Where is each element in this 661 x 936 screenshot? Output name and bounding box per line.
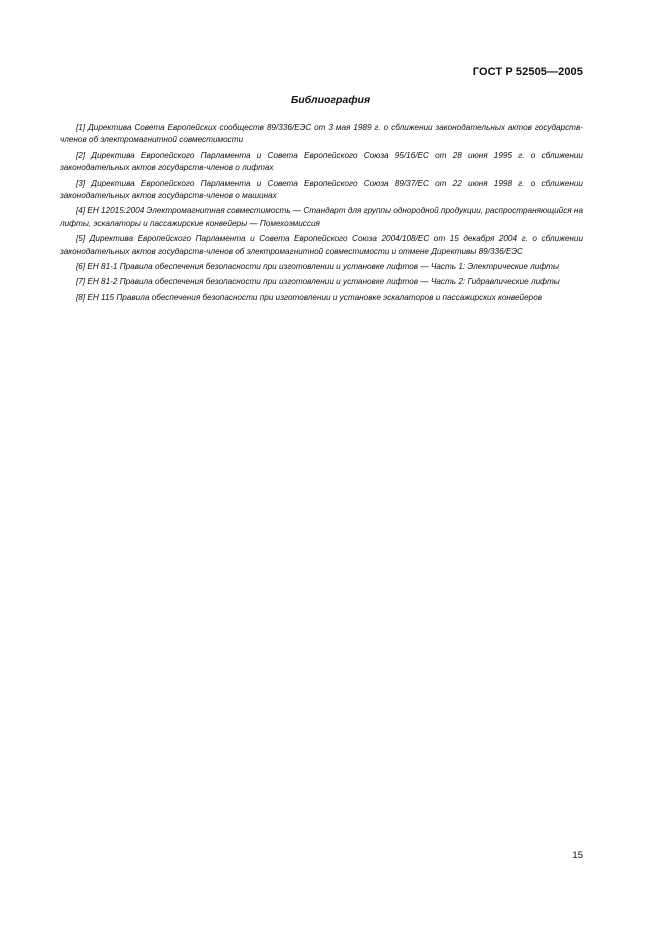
list-item: [4] ЕН 12015:2004 Электромагнитная совместимость — Стандарт для группы однородной продукции, распространяющийся на лифты, эскалаторы и пассажирские конвейеры — Помехоэмиссия: [60, 206, 583, 228]
page-number: 15: [572, 850, 583, 861]
list-item: [5] Директива Европейского Парламента и Совета Европейского Союза 2004/108/ЕС от 15 декабря 2004 г. о сближении законодательных актов государств-членов об электромагнитной совместимости и отмене Директивы 89/336/ЕЭС: [60, 234, 583, 256]
list-item: [3] Директива Европейского Парламента и Совета Европейского Союза 89/37/ЕС от 22 июня 1998 г. о сближении законодательных актов государств-членов о машинах: [60, 178, 583, 201]
list-item: [1] Директива Совета Европейских сообществ 89/336/ЕЭС от 3 мая 1989 г. о сближении законодательных актов государств-членов об электромагнитной совместимости: [60, 123, 583, 145]
list-item: [6] ЕН 81-1 Правила обеспечения безопасности при изготовлении и установке лифтов — Часть 1: Электрические лифты: [76, 262, 560, 272]
list-item: [7] ЕН 81-2 Правила обеспечения безопасности при изготовлении и установке лифтов — Часть 2: Гидравлические лифты: [76, 277, 560, 287]
page-title: Библиография: [290, 94, 371, 106]
bibliography-list: [60, 122, 583, 307]
standard-code: ГОСТ Р 52505—2005: [472, 66, 583, 78]
list-item: [8] ЕН 115 Правила обеспечения безопасности при изготовлении и установке эскалаторов и пассажирских конвейеров: [76, 292, 543, 302]
list-item: [2] Директива Европейского Парламента и Совета Европейского Союза 95/16/ЕС от 28 июня 1995 г. о сближении законодательных актов государств-членов о лифтах: [60, 150, 583, 173]
